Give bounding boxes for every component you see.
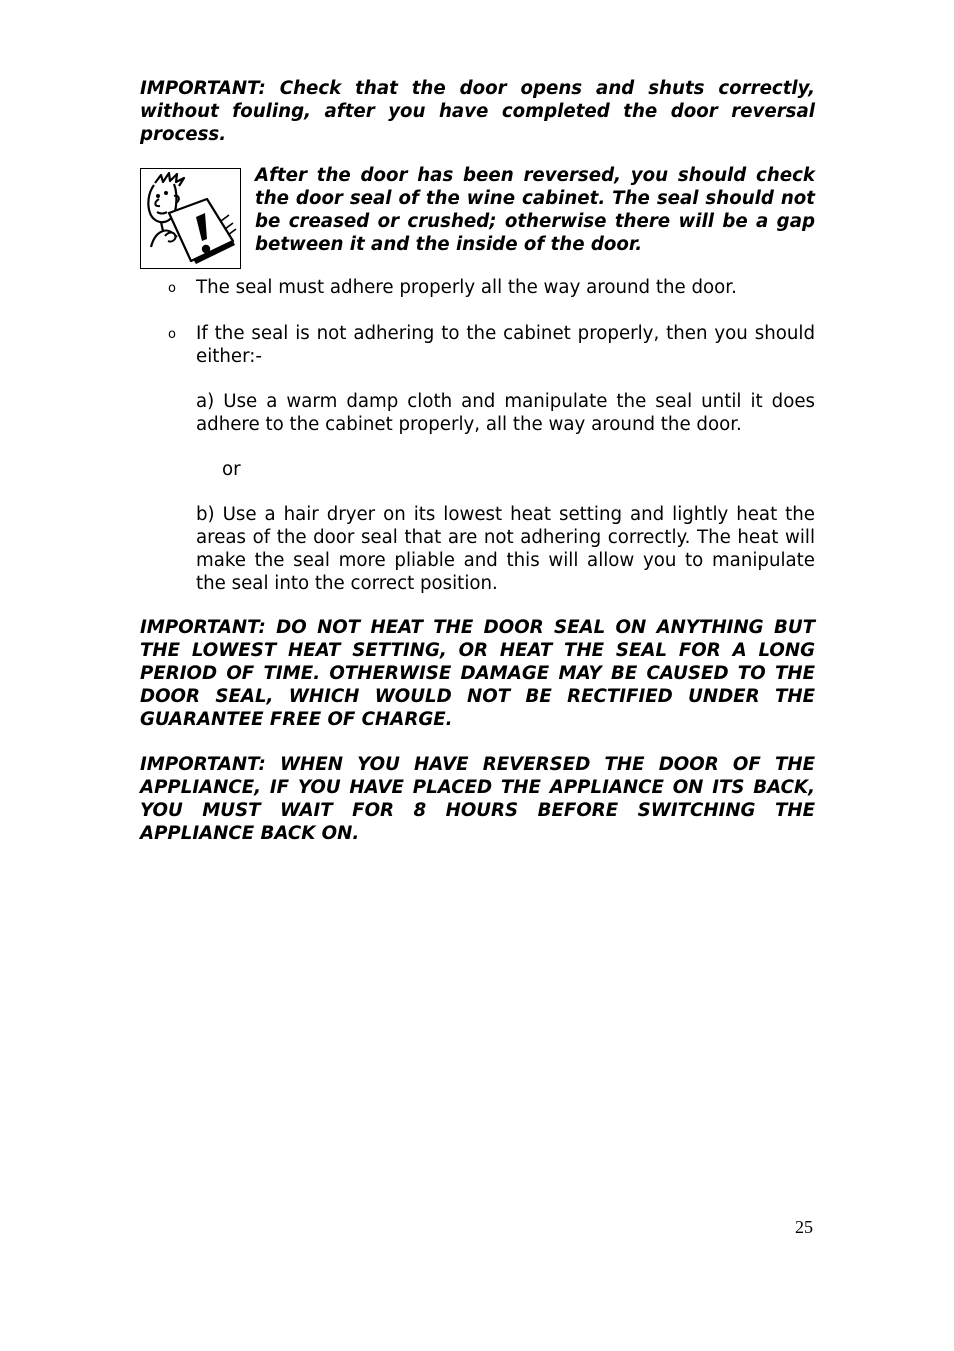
important-wait-warning: IMPORTANT: WHEN YOU HAVE REVERSED THE DOOR OF THE APPLIANCE, IF YOU HAVE PLACED THE APPLIANCE ON ITS BACK, YOU MUST WAIT FOR 8 HOURS BEFORE SWITCHING THE APPLIANCE BACK ON. [140,754,815,844]
list-item-text: The seal must adhere properly all the way around the door. [196,277,737,299]
option-a-text: a) Use a warm damp cloth and manipulate the seal until it does adhere to the cabinet properly, all the way around the door. [196,390,815,435]
page-number: 25 [795,1217,813,1237]
bullet-icon: o [168,327,176,343]
important-door-check: IMPORTANT: Check that the door opens and shuts correctly, without fouling, after you have completed the door reversal process. [140,78,815,145]
cartoon-man-with-exclamation-sign-icon [140,168,241,269]
door-seal-note: After the door has been reversed, you should check the door seal of the wine cabinet. The seal should not be creased or crushed; otherwise there will be a gap between it and the inside of the door. [255,165,815,255]
page-content [140,78,815,846]
bullet-icon: o [168,281,176,297]
option-b-text: b) Use a hair dryer on its lowest heat setting and lightly heat the areas of the door seal that are not adhering correctly. The heat will make the seal more pliable and this will allow you to manipulate the seal into the correct position. [196,504,815,594]
list-item [140,323,815,369]
list-item-text: If the seal is not adhering to the cabinet properly, then you should either:- [196,323,815,367]
important-heat-warning: IMPORTANT: DO NOT HEAT THE DOOR SEAL ON ANYTHING BUT THE LOWEST HEAT SETTING, OR HEAT THE SEAL FOR A LONG PERIOD OF TIME. OTHERWISE DAMAGE MAY BE CAUSED TO THE DOOR SEAL, WHICH WOULD NOT BE RECTIFIED UNDER THE GUARANTEE FREE OF CHARGE. [140,617,815,730]
seal-checklist [140,277,815,368]
option-or-text: or [222,459,241,481]
list-item [140,277,815,300]
note-block [140,165,815,270]
